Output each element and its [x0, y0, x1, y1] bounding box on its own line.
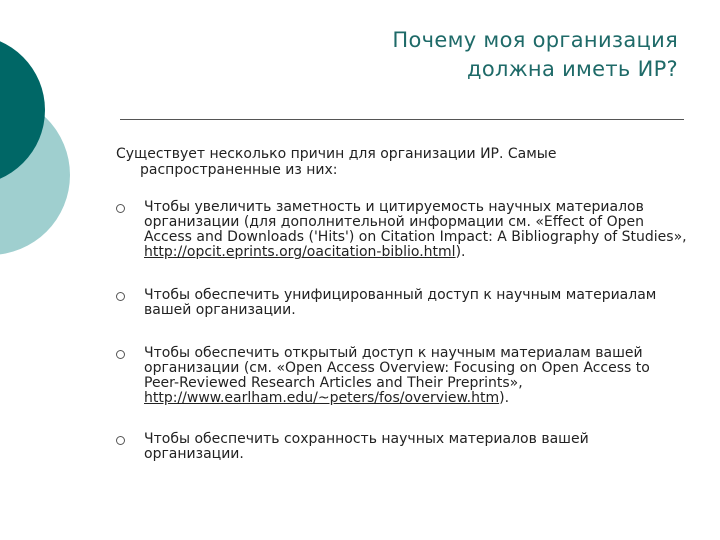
bullet-circle-icon [116, 292, 125, 301]
bullet-item-preservation [116, 432, 688, 462]
bullet-text: Чтобы обеспечить открытый доступ к научным материалам вашей организации (см. «Open Access Overview: Focusing on Open Access to Peer-Reviewed Research Articles and Their Preprints», [144, 345, 650, 391]
title-line-2: должна иметь ИР? [467, 57, 678, 81]
bullet-circle-icon [116, 350, 125, 359]
bullet-text: Чтобы обеспечить унифицированный доступ к научным материалам вашей организации. [144, 287, 657, 318]
bullet-text: Чтобы увеличить заметность и цитируемость научных материалов организации (для дополнительной информации см. «Effect of Open Access and Downloads ('Hits') on Citation Impact: A Bibliography of Studies», [144, 199, 687, 245]
bullet-circle-icon [116, 204, 125, 213]
slide-body [116, 146, 688, 462]
bullet-item-visibility [116, 200, 688, 260]
opcit-link[interactable]: http://opcit.eprints.org/oacitation-biblio.html [144, 244, 456, 260]
earlham-link[interactable]: http://www.earlham.edu/~peters/fos/overview.htm [144, 390, 500, 406]
title-divider [120, 119, 684, 120]
slide-title [258, 26, 678, 84]
bullet-text: Чтобы обеспечить сохранность научных материалов вашей организации. [144, 431, 589, 462]
decorative-circles [0, 0, 110, 300]
intro-text: Существует несколько причин для организации ИР. Самые распространенные из них: [116, 146, 557, 178]
bullet-item-unified-access [116, 288, 688, 318]
bullet-suffix: ). [499, 390, 510, 406]
bullet-suffix: ). [455, 244, 466, 260]
bullet-item-open-access [116, 346, 688, 406]
bullet-list [116, 200, 688, 462]
bullet-circle-icon [116, 436, 125, 445]
title-line-1: Почему моя организация [392, 28, 678, 52]
